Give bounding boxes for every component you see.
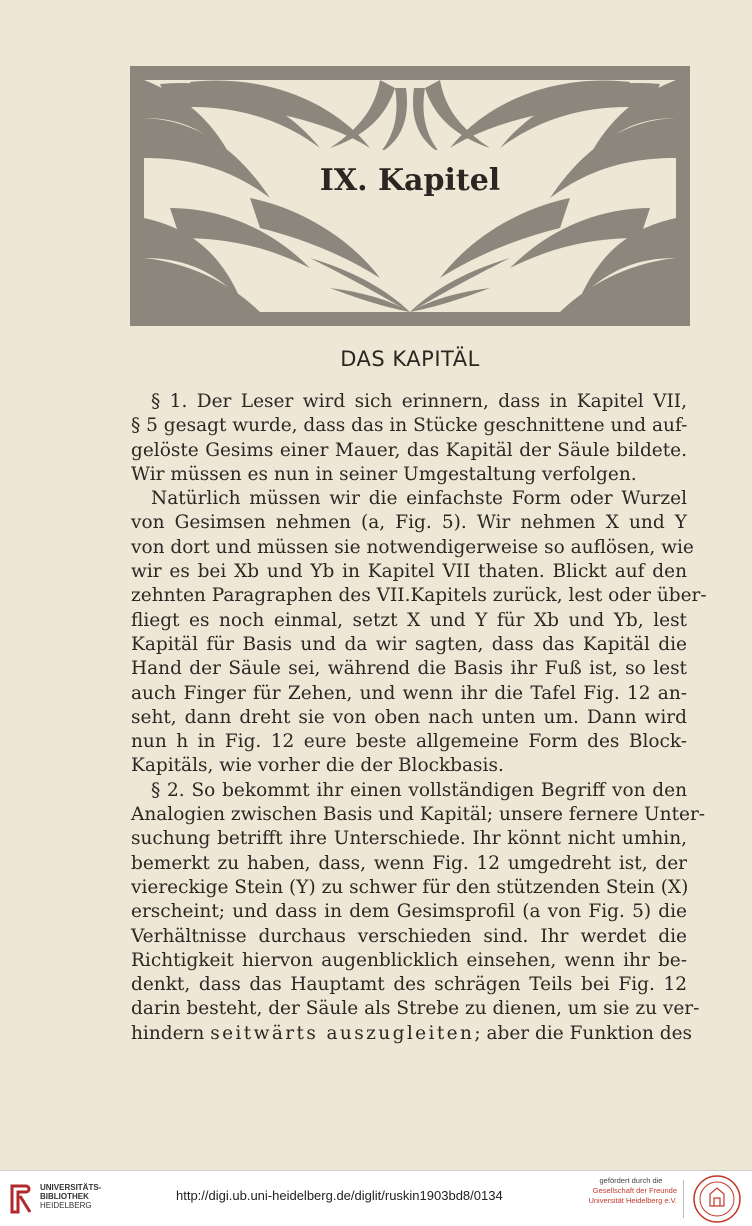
text-line: erscheint; und dass in dem Gesimsprofil (a von Fig. 5) die	[131, 901, 687, 923]
text-line: Analogien zwischen Basis und Kapitäl; unsere fernere Unter-	[131, 804, 706, 826]
text-line: von Gesimsen nehmen (a, Fig. 5). Wir nehmen X und Y	[131, 512, 687, 534]
chapter-title: IX. Kapitel	[319, 163, 501, 198]
sponsor-line-2: Universität Heidelberg e.V.	[588, 1196, 677, 1205]
text-line: gelöste Gesims einer Mauer, das Kapitäl der Säule bildete.	[131, 439, 687, 461]
text-line: seht, dann dreht sie von oben nach unten um. Dann wird	[131, 706, 687, 728]
text-line: Hand der Säule sei, während die Basis ihr Fuß ist, so lest	[131, 658, 687, 680]
university-seal-icon	[692, 1174, 742, 1224]
library-logo-icon	[6, 1182, 36, 1216]
footer-separator	[683, 1180, 684, 1218]
text-line	[131, 1022, 693, 1046]
text-fragment: ; aber die Funktion des	[474, 1022, 693, 1044]
text-line: suchung betrifft ihre Unterschiede. Ihr könnt nicht umhin,	[131, 828, 687, 850]
text-line: § 1. Der Leser wird sich erinnern, dass in Kapitel VII,	[151, 391, 687, 412]
section-heading: DAS KAPITÄL	[340, 347, 480, 371]
text-line: denkt, dass das Hauptamt des schrägen Teils bei Fig. 12	[131, 974, 687, 996]
source-url-link[interactable]: http://digi.ub.uni-heidelberg.de/diglit/ruskin1903bd8/0134	[176, 1188, 503, 1203]
text-line: Natürlich müssen wir die einfachste Form oder Wurzel	[151, 488, 687, 510]
text-fragment: hindern	[131, 1022, 211, 1044]
text-line: auch Finger für Zehen, und wenn ihr die Tafel Fig. 12 an-	[131, 682, 687, 704]
library-line-3: HEIDELBERG	[40, 1201, 92, 1210]
body-text	[131, 390, 707, 1046]
text-line: fliegt es noch einmal, setzt X und Y für Xb und Yb, lest	[131, 609, 687, 631]
text-line: Richtigkeit hiervon augenblicklich einsehen, wenn ihr be-	[131, 949, 687, 971]
text-line: Kapitäls, wie vorher die der Blockbasis.	[131, 755, 504, 777]
sponsor-line-1: Gesellschaft der Freunde	[592, 1186, 677, 1195]
text-line: viereckige Stein (Y) zu schwer für den stützenden Stein (X)	[131, 876, 689, 898]
text-line: § 5 gesagt wurde, dass das in Stücke geschnittene und auf-	[131, 415, 688, 437]
text-line: darin besteht, der Säule als Strebe zu dienen, um sie zu ver-	[131, 998, 700, 1020]
library-line-1: UNIVERSITÄTS-	[40, 1183, 102, 1192]
text-line: bemerkt zu haben, dass, wenn Fig. 12 umgedreht ist, der	[131, 852, 687, 874]
text-line: Kapitäl für Basis und da wir sagten, dass das Kapitäl die	[131, 633, 687, 655]
text-line: § 2. So bekommt ihr einen vollständigen Begriff von den	[151, 779, 687, 801]
text-line: von dort und müssen sie notwendigerweise so auflösen, wie	[131, 536, 694, 558]
text-line: zehnten Paragraphen des VII.Kapitels zurück, lest oder über-	[131, 585, 707, 607]
sponsor-top: gefördert durch die	[599, 1176, 663, 1185]
text-line: Verhältnisse durchaus verschieden sind. Ihr werdet die	[131, 925, 687, 947]
text-line: wir es bei Xb und Yb in Kapitel VII thaten. Blickt auf den	[131, 561, 687, 583]
text-line: nun h in Fig. 12 eure beste allgemeine Form des Block-	[131, 731, 687, 753]
spaced-emphasis: seitwärts auszugleiten	[210, 1022, 475, 1044]
library-line-2: BIBLIOTHEK	[40, 1192, 89, 1201]
library-name	[40, 1183, 101, 1210]
sponsor-text	[585, 1176, 677, 1206]
text-line: Wir müssen es nun in seiner Umgestaltung verfolgen.	[131, 463, 637, 485]
